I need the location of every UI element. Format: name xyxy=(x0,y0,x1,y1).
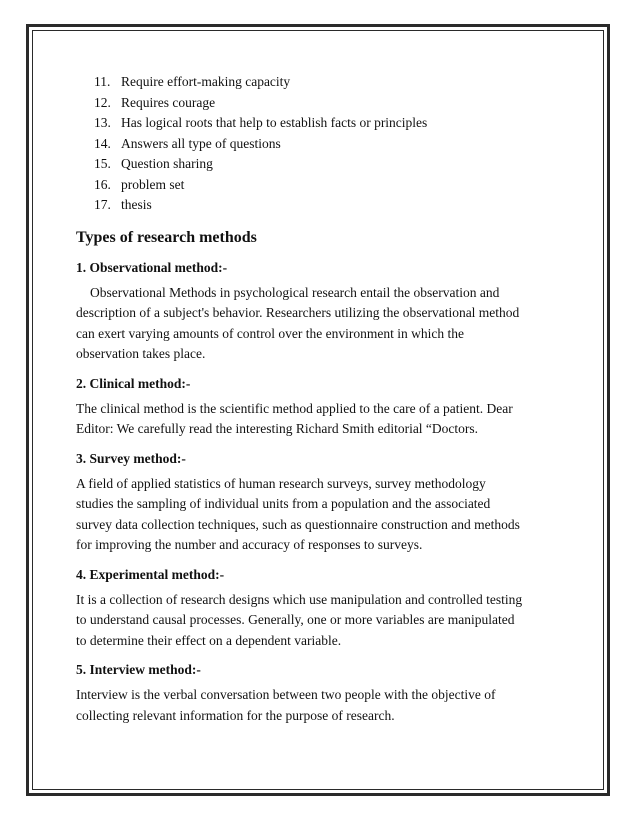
list-item-text: Question sharing xyxy=(121,156,213,171)
method-paragraph-clinical xyxy=(76,399,576,440)
method-heading-observational: 1. Observational method:- xyxy=(76,259,228,275)
method-heading-survey: 3. Survey method:- xyxy=(76,450,186,466)
paragraph-line: Interview is the verbal conversation between two people with the objective of xyxy=(76,687,496,702)
list-item xyxy=(94,154,576,175)
paragraph-line: can exert varying amounts of control over the environment in which the xyxy=(76,325,465,341)
list-item-number: 13. xyxy=(94,115,111,130)
method-heading-interview: 5. Interview method:- xyxy=(76,662,201,677)
paragraph-line: studies the sampling of individual units from a population and the associated xyxy=(76,496,491,511)
list-item xyxy=(94,113,576,134)
list-item-number: 14. xyxy=(94,135,111,151)
method-paragraph-interview xyxy=(76,685,576,726)
list-item-text: Answers all type of questions xyxy=(121,135,281,151)
list-item-number: 16. xyxy=(94,176,111,192)
list-item-text: Requires courage xyxy=(121,94,216,110)
list-item-number: 15. xyxy=(94,156,111,171)
list-item-text: Has logical roots that help to establish facts or principles xyxy=(121,115,428,130)
paragraph-line: collecting relevant information for the purpose of research. xyxy=(76,707,395,723)
list-item-number: 12. xyxy=(94,94,111,110)
list-item-number: 11. xyxy=(94,74,111,89)
list-item xyxy=(94,175,576,196)
list-item-text: problem set xyxy=(121,176,185,192)
method-heading-experimental: 4. Experimental method:- xyxy=(76,566,225,582)
section-title: Types of research methods xyxy=(76,228,257,246)
list-item xyxy=(94,134,576,155)
paragraph-line: for improving the number and accuracy of responses to surveys. xyxy=(76,537,423,552)
paragraph-line: to determine their effect on a dependent variable. xyxy=(76,632,342,648)
method-heading-clinical: 2. Clinical method:- xyxy=(76,375,191,391)
list-item xyxy=(94,195,576,216)
numbered-list xyxy=(76,72,576,216)
method-paragraph-survey xyxy=(76,474,576,556)
list-item xyxy=(94,93,576,114)
list-item-text: thesis xyxy=(121,197,152,212)
paragraph-line: survey data collection techniques, such as questionnaire construction and methods xyxy=(76,516,520,532)
method-paragraph-observational xyxy=(76,283,576,365)
paragraph-line: A field of applied statistics of human research surveys, survey methodology xyxy=(76,475,486,491)
paragraph-line: It is a collection of research designs which use manipulation and controlled testing xyxy=(76,591,523,607)
paragraph-line: description of a subject's behavior. Researchers utilizing the observational method xyxy=(76,305,520,320)
method-paragraph-experimental xyxy=(76,590,576,652)
list-item xyxy=(94,72,576,93)
paragraph-line: Observational Methods in psychological research entail the observation and xyxy=(90,284,500,300)
list-item-text: Require effort-making capacity xyxy=(121,74,291,89)
paragraph-line: observation takes place. xyxy=(76,346,206,361)
list-item-number: 17. xyxy=(94,197,111,212)
paragraph-line: to understand causal processes. Generally, one or more variables are manipulated xyxy=(76,612,515,627)
document-body xyxy=(76,72,576,736)
paragraph-line: The clinical method is the scientific method applied to the care of a patient. Dear xyxy=(76,400,513,416)
paragraph-line: Editor: We carefully read the interesting Richard Smith editorial “Doctors. xyxy=(76,421,479,436)
